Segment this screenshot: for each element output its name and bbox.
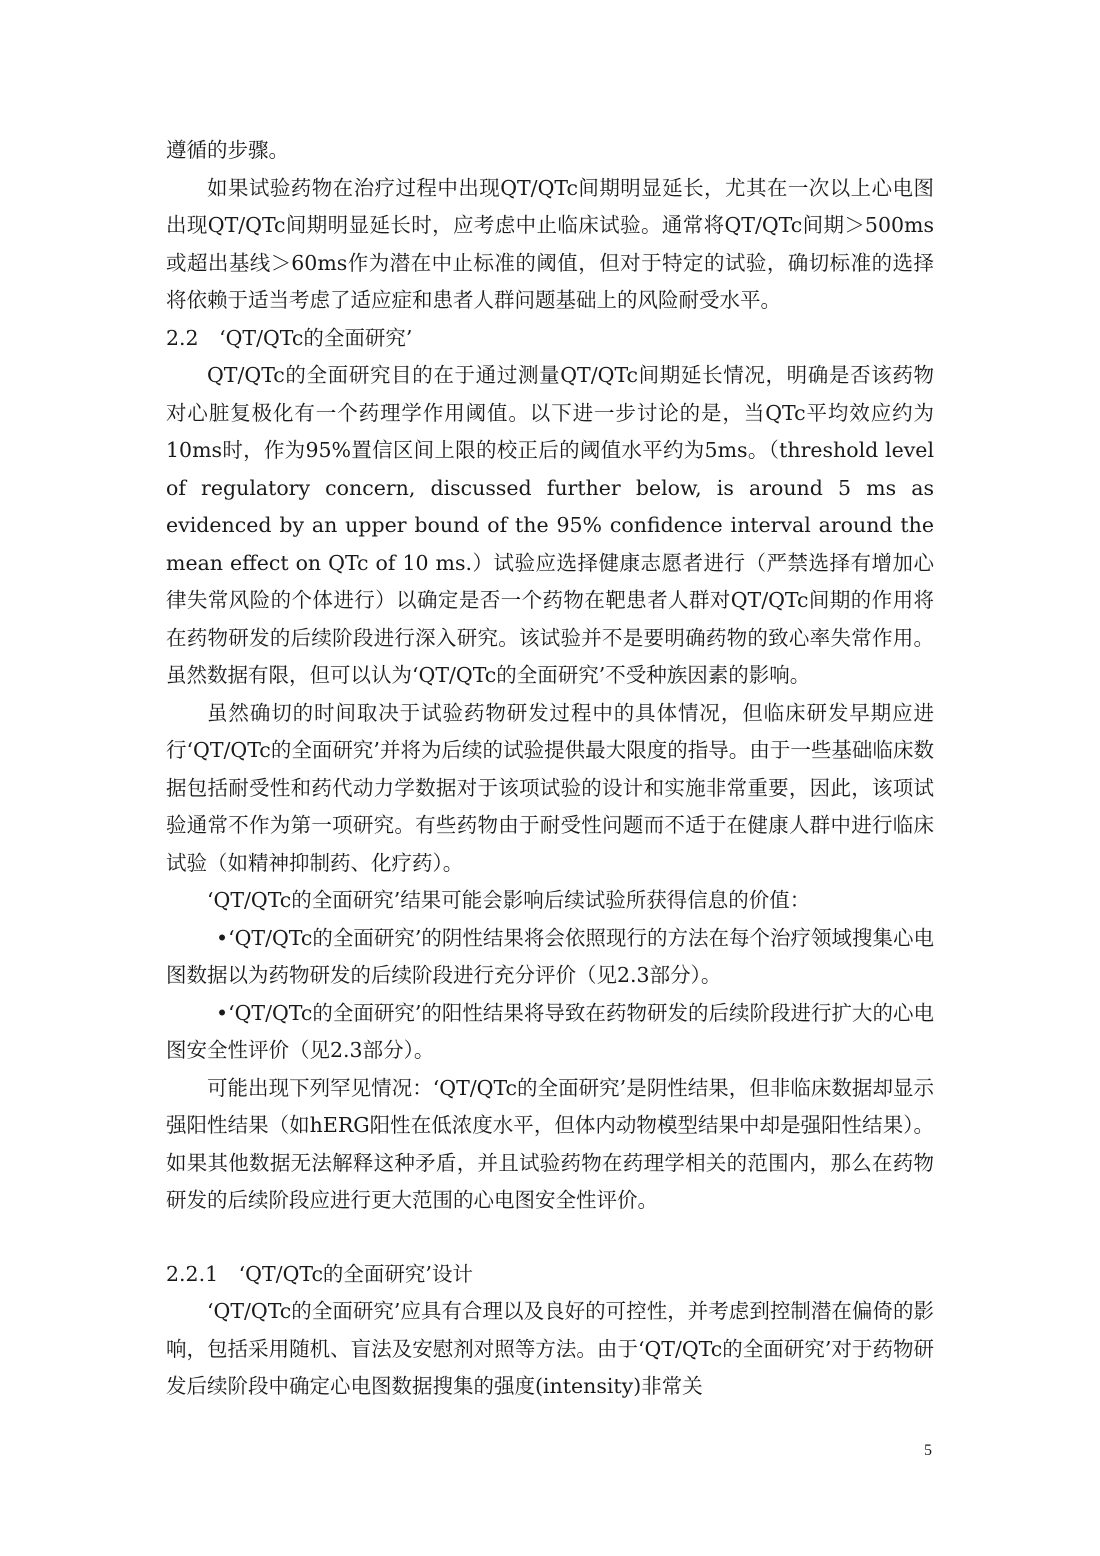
document-page bbox=[166, 132, 934, 1406]
bullet-positive-result: •‘QT/QTc的全面研究’的阳性结果将导致在药物研发的后续阶段进行扩大的心电图安全性评价（见2.3部分）。 bbox=[166, 1000, 934, 1062]
page-number: 5 bbox=[924, 1442, 932, 1459]
paragraph-tqt-purpose: QT/QTc的全面研究目的在于通过测量QT/QTc间期延长情况，明确是否该药物对心脏复极化有一个药理学作用阈值。以下进一步讨论的是，当QTc平均效应约为10ms时，作为95%置信区间上限的校正后的阈值水平约为5ms。（threshold level of regulatory concern, discussed further below, is around 5 ms as evidenced by an upper bound of the 95% confidence interval around the mean effect on QTc of 10 ms.）试验应选择健康志愿者进行（严禁选择有增加心律失常风险的个体进行）以确定是否一个药物在靶患者人群对QT/QTc间期的作用将在药物研发的后续阶段进行深入研究。该试验并不是要明确药物的致心率失常作用。虽然数据有限，但可以认为‘QT/QTc的全面研究’不受种族因素的影响。 bbox=[166, 363, 934, 687]
paragraph-tqt-results-intro: ‘QT/QTc的全面研究’结果可能会影响后续试验所获得信息的价值： bbox=[207, 888, 811, 912]
paragraph-continuation: 遵循的步骤。 bbox=[166, 138, 289, 162]
paragraph-stop-criteria: 如果试验药物在治疗过程中出现QT/QTc间期明显延长，尤其在一次以上心电图出现QT/QTc间期明显延长时，应考虑中止临床试验。通常将QT/QTc间期＞500ms或超出基线＞60ms作为潜在中止标准的阈值，但对于特定的试验，确切标准的选择将依赖于适当考虑了适应症和患者人群问题基础上的风险耐受水平。 bbox=[166, 175, 934, 312]
paragraph-tqt-design: ‘QT/QTc的全面研究’应具有合理以及良好的可控性，并考虑到控制潜在偏倚的影响，包括采用随机、盲法及安慰剂对照等方法。由于‘QT/QTc的全面研究’对于药物研发后续阶段中确定心电图数据搜集的强度(intensity)非常关 bbox=[166, 1299, 934, 1398]
spacer bbox=[166, 1220, 934, 1256]
bullet-negative-result: •‘QT/QTc的全面研究’的阴性结果将会依照现行的方法在每个治疗领域搜集心电图数据以为药物研发的后续阶段进行充分评价（见2.3部分）。 bbox=[166, 925, 934, 987]
paragraph-tqt-timing: 虽然确切的时间取决于试验药物研发过程中的具体情况，但临床研发早期应进行‘QT/QTc的全面研究’并将为后续的试验提供最大限度的指导。由于一些基础临床数据包括耐受性和药代动力学数据对于该项试验的设计和实施非常重要，因此，该项试验通常不作为第一项研究。有些药物由于耐受性问题而不适于在健康人群中进行临床试验（如精神抑制药、化疗药）。 bbox=[166, 700, 934, 875]
section-heading-2-2: 2.2 ‘QT/QTc的全面研究’ bbox=[166, 325, 413, 350]
paragraph-rare-case: 可能出现下列罕见情况：‘QT/QTc的全面研究’是阴性结果，但非临床数据却显示强阳性结果（如hERG阳性在低浓度水平，但体内动物模型结果中却是强阳性结果）。如果其他数据无法解释这种矛盾，并且试验药物在药理学相关的范围内，那么在药物研发的后续阶段应进行更大范围的心电图安全性评价。 bbox=[166, 1075, 934, 1212]
section-heading-2-2-1: 2.2.1 ‘QT/QTc的全面研究’设计 bbox=[166, 1261, 473, 1286]
